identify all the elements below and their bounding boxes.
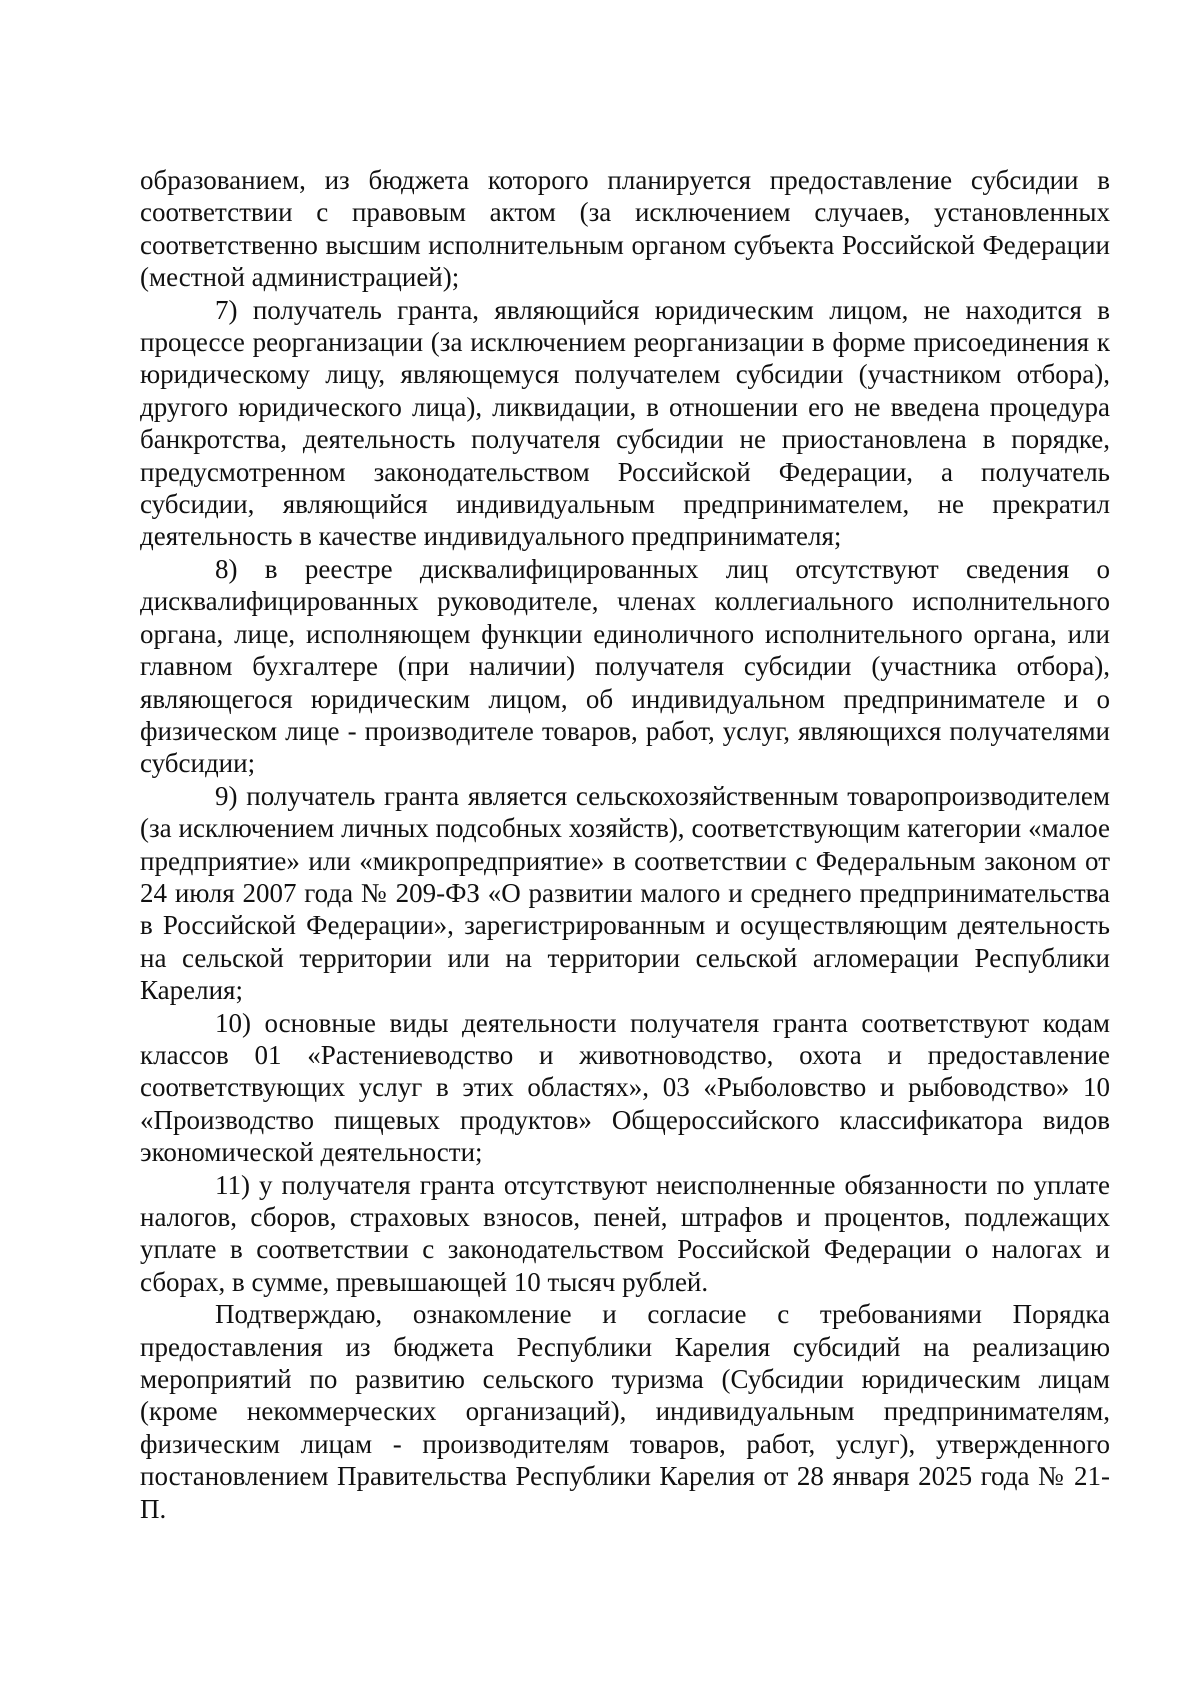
paragraph-item-7: 7) получатель гранта, являющийся юридическим лицом, не находится в процессе реорганизации (за исключением реорганизации в форме присоединения к юридическому лицу, являющемуся получателем субсидии (участником отбора), другого юридического лица), ликвидации, в отношении его не введена процедура банкротства, деятельность получателя субсидии не приостановлена в порядке, предусмотренном законодательством Российской Федерации, а получатель субсидии, являющийся индивидуальным предпринимателем, не прекратил деятельность в качестве индивидуального предпринимателя;	[140, 294, 1110, 552]
paragraph-item-8: 8) в реестре дисквалифицированных лиц отсутствуют сведения о дисквалифицированных руководителе, членах коллегиального исполнительного органа, лице, исполняющем функции единоличного исполнительного органа, или главном бухгалтере (при наличии) получателя субсидии (участника отбора), являющегося юридическим лицом, об индивидуальном предпринимателе и о физическом лице - производителе товаров, работ, услуг, являющихся получателями субсидии;	[140, 553, 1110, 779]
paragraph-confirmation: Подтверждаю, ознакомление и согласие с требованиями Порядка предоставления из бюджета Республики Карелия субсидий на реализацию мероприятий по развитию сельского туризма (Субсидии юридическим лицам (кроме некоммерческих организаций), индивидуальным предпринимателям, физическим лицам - производителям товаров, работ, услуг), утвержденного постановлением Правительства Республики Карелия от 28 января 2025 года № 21-П.	[140, 1299, 1110, 1524]
paragraph-item-11: 11) у получателя гранта отсутствуют неисполненные обязанности по уплате налогов, сборов, страховых взносов, пеней, штрафов и процентов, подлежащих уплате в соответствии с законодательством Российской Федерации о налогах и сборах, в сумме, превышающей 10 тысяч рублей.	[140, 1169, 1110, 1297]
paragraph-item-9: 9) получатель гранта является сельскохозяйственным товаропроизводителем (за исключением личных подсобных хозяйств), соответствующим категории «малое предприятие» или «микропредприятие» в соответствии с Федеральным законом от 24 июля 2007 года № 209-ФЗ «О развитии малого и среднего предпринимательства в Российской Федерации», зарегистрированным и осуществляющим деятельность на сельской территории или на территории сельской агломерации Республики Карелия;	[140, 780, 1110, 1006]
document-body	[140, 164, 1110, 1525]
paragraph-item-10: 10) основные виды деятельности получателя гранта соответствуют кодам классов 01 «Растениеводство и животноводство, охота и предоставление соответствующих услуг в этих областях», 03 «Рыболовство и рыбоводство» 10 «Производство пищевых продуктов» Общероссийского классификатора видов экономической деятельности;	[140, 1007, 1110, 1168]
paragraph-continuation: образованием, из бюджета которого планируется предоставление субсидии в соответствии с правовым актом (за исключением случаев, установленных соответственно высшим исполнительным органом субъекта Российской Федерации (местной администрацией);	[140, 165, 1110, 293]
